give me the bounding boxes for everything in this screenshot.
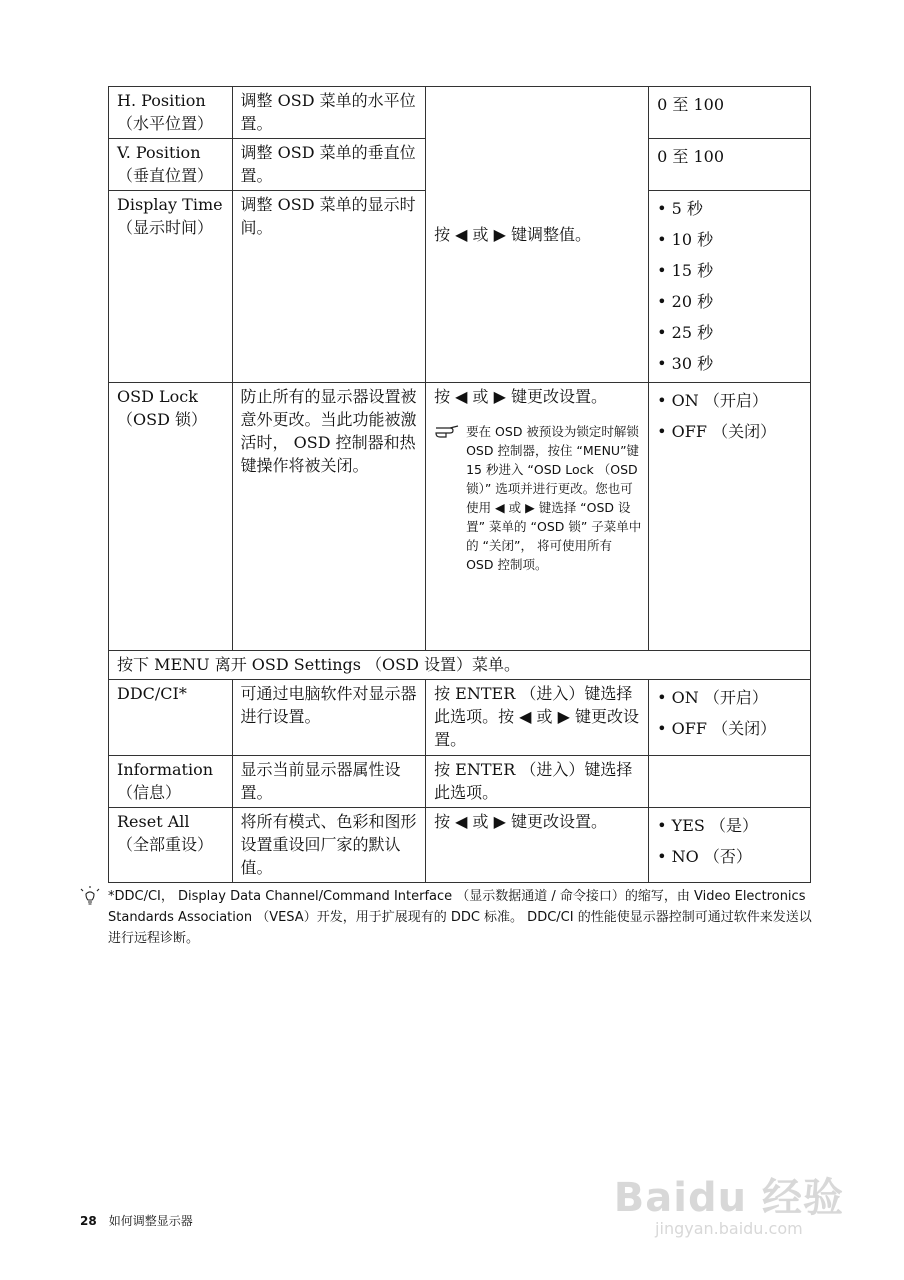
item-description: 调整 OSD 菜单的水平位置。: [232, 87, 426, 139]
item-name-cn: （全部重设）: [117, 835, 214, 854]
operation-text: 按 ENTER （进入）键选择此选项。按 ◀ 或 ▶ 键更改设置。: [426, 680, 649, 756]
item-name-cn: （水平位置）: [117, 114, 214, 133]
option-list: [649, 808, 811, 883]
note-text: 要在 OSD 被预设为锁定时解锁 OSD 控制器，按住 “MENU”键 15 秒进入 “OSD Lock （OSD 锁）” 选项并进行更改。您也可使用 ◀ 或 ▶ 键选择 “OSD 设置” 菜单的 “OSD 锁” 子菜单中的 “关闭”， 将可使用所有 OSD 控制项。: [466, 424, 642, 572]
option-item: • ON （开启）: [657, 688, 768, 707]
page-footer: [80, 1212, 193, 1229]
item-name: OSD Lock: [117, 387, 198, 406]
option-list: [649, 383, 811, 651]
item-name: Display Time: [117, 195, 223, 214]
option-item: • 5 秒: [657, 199, 703, 218]
option-item: • OFF （关闭）: [657, 422, 777, 441]
operation-text: 按 ◀ 或 ▶ 键调整值。: [434, 224, 592, 244]
option-list: [649, 191, 811, 383]
option-item: • OFF （关闭）: [657, 719, 777, 738]
item-name-cn: （OSD 锁）: [117, 410, 207, 429]
lightbulb-icon: [80, 886, 108, 949]
table-row: [109, 808, 811, 883]
item-description: 将所有模式、色彩和图形设置重设回厂家的默认值。: [232, 808, 426, 883]
item-name: V. Position: [117, 143, 201, 162]
item-name-cell: [109, 808, 233, 883]
footnote-text: *DDC/CI， Display Data Channel/Command Interface （显示数据通道 / 命令接口）的缩写，由 Video Electronics Standards Association （VESA）开发，用于扩展现有的 DDC 标准。 DDC/CI 的性能使显示器控制可通过软件来发送以进行远程诊断。: [108, 889, 812, 946]
item-description: 调整 OSD 菜单的垂直位置。: [232, 139, 426, 191]
option-item: • 10 秒: [657, 230, 714, 249]
operation-text: 按 ENTER （进入）键选择此选项。: [426, 756, 649, 808]
item-description: 可通过电脑软件对显示器进行设置。: [232, 680, 426, 756]
option-item: • ON （开启）: [657, 391, 768, 410]
item-name: DDC/CI*: [117, 684, 187, 703]
watermark-logo: Baidu 经验: [613, 1175, 844, 1221]
table-row: [109, 383, 811, 651]
option-item: • 30 秒: [657, 354, 714, 373]
empty-cell: [649, 756, 811, 808]
item-name: H. Position: [117, 91, 206, 110]
option-item: • 15 秒: [657, 261, 714, 280]
item-name-cell: [109, 756, 233, 808]
footnote: [80, 886, 820, 949]
option-item: • NO （否）: [657, 847, 752, 866]
section-title: 如何调整显示器: [108, 1214, 193, 1228]
table-row: [109, 651, 811, 680]
option-item: • 25 秒: [657, 323, 714, 342]
table-row: [109, 756, 811, 808]
table-row: [109, 87, 811, 139]
option-item: • YES （是）: [657, 816, 758, 835]
item-name-cell: [109, 680, 233, 756]
option-item: • 20 秒: [657, 292, 714, 311]
operation-cell: [426, 87, 649, 383]
item-name-cn: （显示时间）: [117, 218, 214, 237]
menu-exit-text: 按下 MENU 离开 OSD Settings （OSD 设置）菜单。: [109, 651, 811, 680]
operation-cell: [426, 383, 649, 651]
note-block: [434, 422, 642, 574]
pointing-hand-icon: [434, 422, 466, 574]
operation-text: 按 ◀ 或 ▶ 键更改设置。: [426, 808, 649, 883]
item-name-cell: [109, 191, 233, 383]
value-range: 0 至 100: [649, 87, 811, 139]
baidu-watermark: [614, 1166, 844, 1238]
item-description: 调整 OSD 菜单的显示时间。: [232, 191, 426, 383]
item-name-cell: [109, 383, 233, 651]
table-row: [109, 680, 811, 756]
value-range: 0 至 100: [649, 139, 811, 191]
operation-text: 按 ◀ 或 ▶ 键更改设置。: [434, 387, 608, 406]
item-description: 防止所有的显示器设置被意外更改。当此功能被激活时， OSD 控制器和热键操作将被关闭。: [232, 383, 426, 651]
item-name: Information: [117, 760, 214, 779]
watermark-url: jingyan.baidu.com: [655, 1219, 803, 1238]
item-description: 显示当前显示器属性设置。: [232, 756, 426, 808]
page-number: 28: [80, 1214, 97, 1228]
osd-settings-table: [108, 86, 811, 883]
item-name-cell: [109, 139, 233, 191]
item-name-cn: （垂直位置）: [117, 166, 214, 185]
option-list: [649, 680, 811, 756]
item-name-cn: （信息）: [117, 783, 182, 802]
item-name: Reset All: [117, 812, 190, 831]
item-name-cell: [109, 87, 233, 139]
